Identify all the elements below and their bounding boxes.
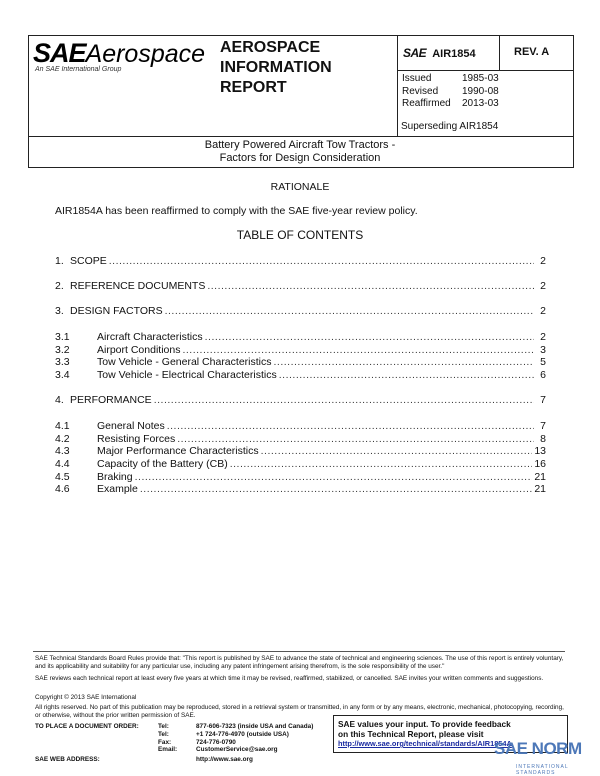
contact-key: Email: <box>158 746 178 754</box>
toc-number: 4.6 <box>55 483 70 495</box>
date-table <box>402 73 499 111</box>
watermark-subtitle: INTERNATIONAL STANDARDS <box>516 764 569 776</box>
toc-entry[interactable] <box>55 394 546 407</box>
toc-entry[interactable] <box>55 255 546 268</box>
web-label: SAE WEB ADDRESS: <box>35 756 100 764</box>
toc-leader <box>207 280 534 293</box>
contact-value[interactable]: 877-606-7323 (inside USA and Canada) <box>196 723 314 730</box>
rationale-text: AIR1854A has been reaffirmed to comply with the SAE five-year review policy. <box>55 205 418 217</box>
contact-key: Fax: <box>158 738 172 746</box>
toc-heading: TABLE OF CONTENTS <box>236 228 364 242</box>
toc-number: 4.5 <box>55 471 70 483</box>
toc-page: 2 <box>540 305 546 317</box>
document-title-line: Factors for Design Consideration <box>219 152 381 164</box>
toc-entry[interactable] <box>55 305 546 318</box>
order-label: TO PLACE A DOCUMENT ORDER: <box>35 723 139 730</box>
toc-number: 3.3 <box>55 356 70 368</box>
toc-number: 2. <box>55 280 64 292</box>
toc-leader <box>279 369 534 382</box>
toc-page: 8 <box>540 433 546 445</box>
document-number <box>403 46 476 60</box>
toc-number: 3.1 <box>55 331 70 343</box>
toc-number: 3.4 <box>55 369 70 381</box>
toc-label: PERFORMANCE <box>70 394 152 406</box>
toc-number: 3. <box>55 305 64 317</box>
toc-label: REFERENCE DOCUMENTS <box>70 280 206 292</box>
toc-page: 2 <box>540 331 546 343</box>
doc-number-text: AIR1854 <box>432 48 476 60</box>
feedback-link[interactable]: http://www.sae.org/technical/standards/AIR1854A <box>338 739 512 748</box>
toc-label: General Notes <box>97 420 165 432</box>
order-contacts <box>35 723 313 764</box>
toc-entry[interactable] <box>55 369 546 382</box>
header-divider <box>397 36 398 136</box>
date-row <box>402 73 499 86</box>
toc-number: 1. <box>55 255 64 267</box>
toc-page: 21 <box>534 471 546 483</box>
toc-leader <box>167 420 534 433</box>
toc-entry[interactable] <box>55 356 546 369</box>
header-divider <box>397 70 573 71</box>
report-type-line: AEROSPACE <box>220 39 321 56</box>
contact-key: Tel: <box>158 723 169 730</box>
toc-number: 4.4 <box>55 458 70 470</box>
toc-page: 2 <box>540 255 546 267</box>
copyright: Copyright © 2013 SAE International <box>35 694 137 701</box>
date-value: 2013-03 <box>462 98 499 109</box>
email-link[interactable]: CustomerService@sae.org <box>196 746 278 754</box>
superseding-note: Superseding AIR1854 <box>401 121 499 132</box>
web-link[interactable]: http://www.sae.org <box>196 756 253 764</box>
toc-label: Airport Conditions <box>97 344 181 356</box>
date-row <box>402 98 499 111</box>
sae-aerospace-logo <box>33 38 205 69</box>
contact-value[interactable]: +1 724-776-4970 (outside USA) <box>196 730 289 738</box>
logo-aerospace-text: Aerospace <box>85 40 206 68</box>
date-row <box>402 86 499 99</box>
logo-subtitle: An SAE International Group <box>35 66 122 73</box>
feedback-text: SAE values your input. To provide feedback <box>338 719 511 729</box>
date-value: 1990-08 <box>462 85 499 97</box>
toc-label: Major Performance Characteristics <box>97 445 259 457</box>
footer-rules-paragraph: SAE Technical Standards Board Rules provide that: "This report is published by SAE to advance the state of technical and engineering sciences. The use of this report is entirely voluntary, and its applicability and suitability for any particular use, including any patent infringement arising therefrom, is the sole responsibility of the user." <box>35 655 564 670</box>
toc-leader <box>230 458 533 471</box>
contact-value[interactable]: 724-776-0790 <box>196 738 236 746</box>
document-title <box>28 139 572 165</box>
report-type-line: INFORMATION <box>220 59 332 76</box>
report-type <box>220 38 332 98</box>
toc-label: Aircraft Characteristics <box>97 331 203 343</box>
revision-label: REV. A <box>514 46 550 58</box>
toc-label: Tow Vehicle - Electrical Characteristics <box>97 369 277 381</box>
report-type-line: REPORT <box>220 79 287 96</box>
toc-page: 6 <box>540 369 546 381</box>
toc-leader <box>274 356 535 369</box>
rights-paragraph: All rights reserved. No part of this publication may be reproduced, stored in a retrieval system or transmitted, in any form or by any means, electronic, mechanical, photocopying, recording, or otherwise, without the prior written permission of SAE. <box>35 704 564 719</box>
toc-entry[interactable] <box>55 331 546 344</box>
toc-entry[interactable] <box>55 445 546 458</box>
footer-review-paragraph: SAE reviews each technical report at least every five years at which time it may be revised, reaffirmed, stabilized, or cancelled. SAE invites your written comments and suggestions. <box>35 675 544 682</box>
toc-page: 2 <box>540 280 546 292</box>
date-label: Revised <box>402 85 439 97</box>
footer-rule <box>33 651 565 652</box>
toc-leader <box>165 305 534 318</box>
toc-leader <box>261 445 533 458</box>
toc-number: 3.2 <box>55 344 70 356</box>
toc-label: Braking <box>97 471 133 483</box>
toc-page: 7 <box>540 394 546 406</box>
toc-number: 4.1 <box>55 420 70 432</box>
toc-label: Resisting Forces <box>97 433 176 445</box>
toc-number: 4. <box>55 394 64 406</box>
toc-number: 4.3 <box>55 445 70 457</box>
toc-page: 21 <box>534 483 546 495</box>
toc-leader <box>140 483 532 496</box>
toc-leader <box>205 331 534 344</box>
toc-page: 13 <box>534 445 546 457</box>
logo-sae-text: SAE <box>33 38 86 68</box>
toc-leader <box>154 394 534 407</box>
toc-page: 5 <box>540 356 546 368</box>
feedback-text: on this Technical Report, please visit <box>338 729 484 739</box>
date-label: Reaffirmed <box>402 98 451 109</box>
toc-label: SCOPE <box>70 255 107 267</box>
toc-label: Example <box>97 483 138 495</box>
document-title-line: Battery Powered Aircraft Tow Tractors - <box>204 139 396 151</box>
toc-page: 3 <box>540 344 546 356</box>
rationale-heading: RATIONALE <box>270 181 330 193</box>
toc-label: DESIGN FACTORS <box>70 305 163 317</box>
toc-leader <box>109 255 534 268</box>
header-divider <box>499 36 500 70</box>
toc-label: Tow Vehicle - General Characteristics <box>97 356 272 368</box>
toc-entry[interactable] <box>55 280 546 293</box>
toc-entry[interactable] <box>55 420 546 433</box>
toc-page: 16 <box>534 458 546 470</box>
toc-entry[interactable] <box>55 483 546 496</box>
toc-entry[interactable] <box>55 458 546 471</box>
toc-page: 7 <box>540 420 546 432</box>
date-value: 1985-03 <box>462 73 499 84</box>
sae-mini-logo: SAE <box>403 46 427 60</box>
date-label: Issued <box>402 73 432 84</box>
toc-number: 4.2 <box>55 433 70 445</box>
toc-label: Capacity of the Battery (CB) <box>97 458 228 470</box>
watermark: SAE NORM <box>494 739 582 758</box>
contact-key: Tel: <box>158 730 169 738</box>
